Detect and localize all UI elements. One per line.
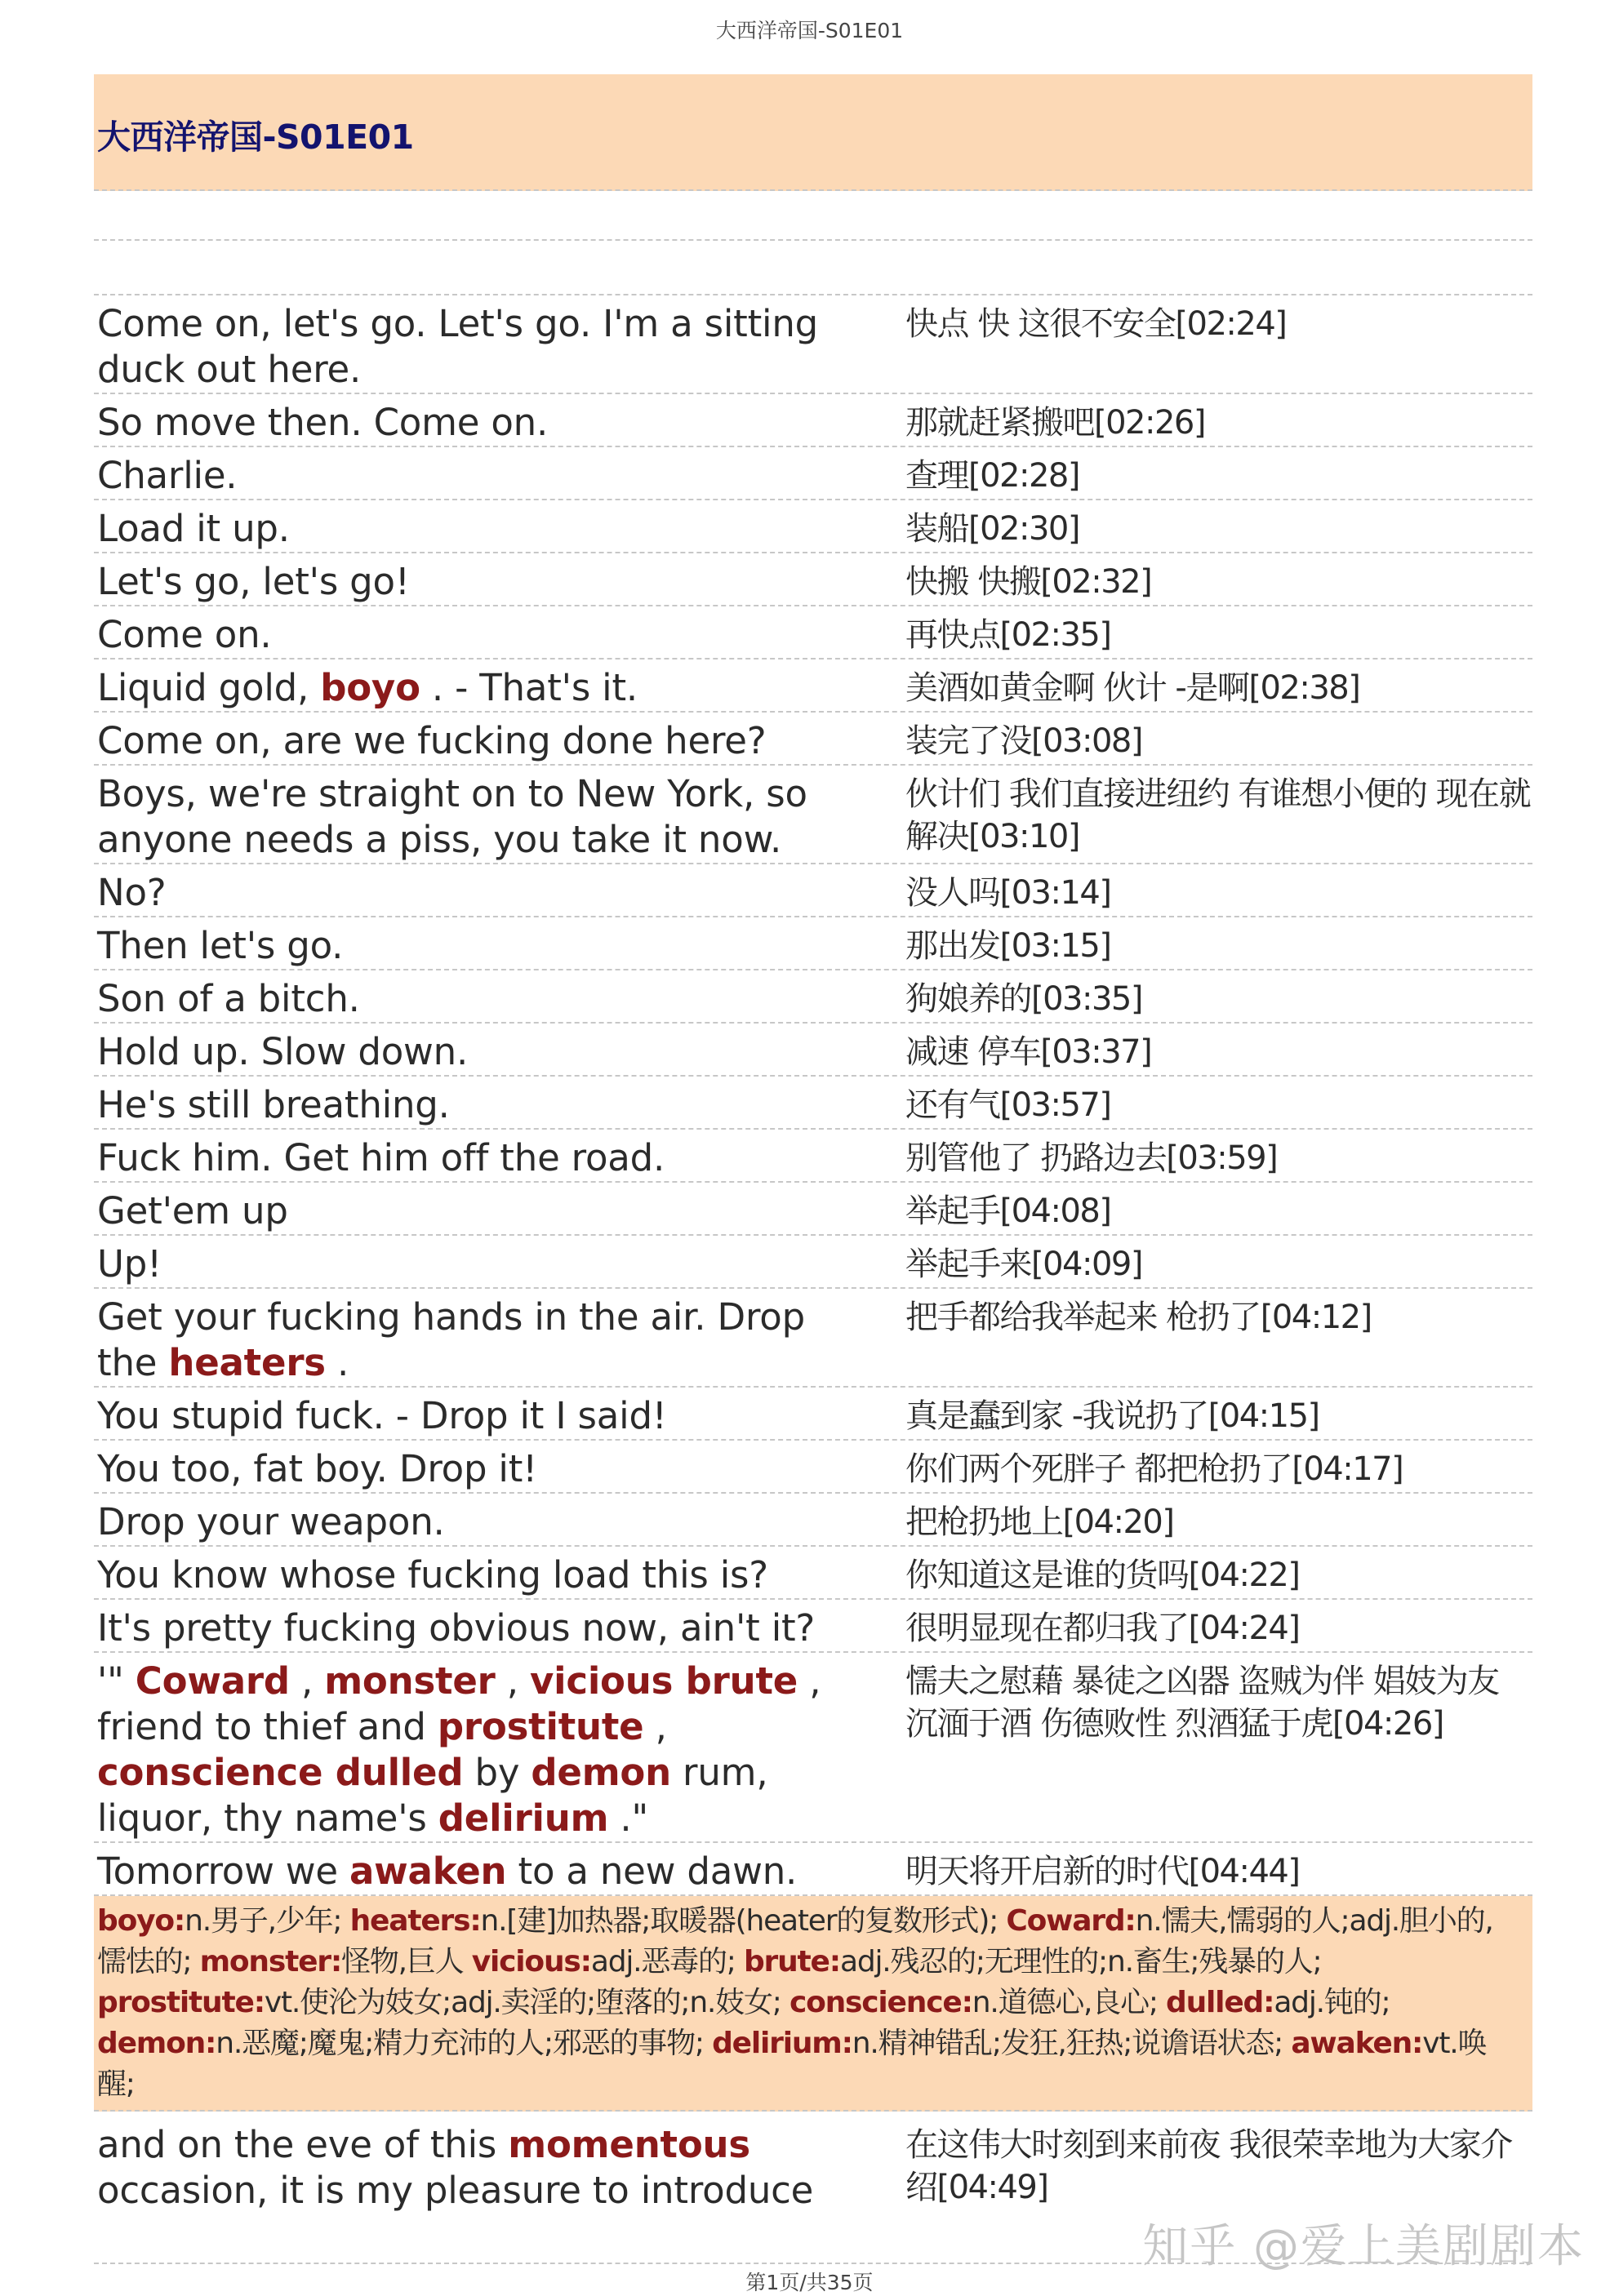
subtitle-row: [94, 1236, 1532, 1289]
watermark: 知乎 @爱上美剧剧本: [1142, 2220, 1585, 2273]
subtitle-row: [94, 1289, 1532, 1388]
english-line: Boys, we're straight on to New York, so anyone needs a piss, you take it now.: [97, 772, 807, 861]
subtitle-row: [94, 766, 1532, 864]
keyword: awaken: [349, 1850, 507, 1893]
english-line: Fuck him. Get him off the road.: [97, 1136, 665, 1179]
vocabulary-glossary: boyo:n.男子,少年; heaters:n.[建]加热器;取暖器(heater的复数形式); Coward:n.懦夫,懦弱的人;adj.胆小的,懦怯的; monster:怪物,巨人 vicious:adj.恶毒的; brute:adj.残忍的;无理性的;n.畜生;残暴的人; prostitute:vt.使沦为妓女;adj.卖淫的;堕落的;n.妓女; conscience:n.道德心,良心; dulled:adj.钝的; demon:n.恶魔;魔鬼;精力充沛的人;邪恶的事物; delirium:n.精神错乱;发狂,狂热;说谵语状态; awaken:vt.唤醒;: [94, 1896, 1532, 2112]
subtitle-row: [94, 1130, 1532, 1183]
chinese-translation: 装船[02:30]: [905, 510, 1079, 548]
english-line: Drop your weapon.: [97, 1500, 445, 1543]
keyword: delirium: [438, 1796, 609, 1840]
subtitle-row: [94, 1183, 1532, 1236]
subtitle-row: [94, 713, 1532, 766]
chinese-translation: 快点 快 这很不安全[02:24]: [905, 305, 1287, 343]
subtitle-row: [94, 606, 1532, 659]
subtitle-row: [94, 1077, 1532, 1130]
running-header: 大西洋帝国-S01E01: [715, 19, 904, 42]
english-line: You know whose fucking load this is?: [97, 1553, 768, 1597]
english-line: Get'em up: [97, 1189, 288, 1232]
subtitle-row: [94, 295, 1532, 394]
vocab-word: dulled:: [1166, 1986, 1274, 2019]
english-line: Liquid gold, boyo . - That's it.: [97, 666, 638, 709]
subtitle-row: [94, 447, 1532, 500]
subtitle-row: [94, 1024, 1532, 1077]
english-line: You stupid fuck. - Drop it I said!: [97, 1394, 667, 1437]
chinese-translation: 没人吗[03:14]: [905, 874, 1111, 912]
keyword: momentous: [508, 2123, 750, 2166]
subtitle-row: [94, 864, 1532, 917]
chinese-translation: 再快点[02:35]: [905, 616, 1111, 654]
chinese-translation: 在这伟大时刻到来前夜 我很荣幸地为大家介绍[04:49]: [905, 2126, 1512, 2206]
vocab-word: prostitute:: [97, 1986, 265, 2019]
vocab-word: heaters:: [349, 1904, 481, 1938]
title-band: [94, 74, 1532, 191]
vocab-word: monster:: [199, 1945, 342, 1978]
vocab-word: boyo:: [97, 1904, 185, 1938]
chinese-translation: 伙计们 我们直接进纽约 有谁想小便的 现在就解决[03:10]: [905, 775, 1531, 855]
chinese-translation: 你知道这是谁的货吗[04:22]: [905, 1557, 1300, 1594]
vocab-word: delirium:: [712, 2027, 852, 2060]
keyword: prostitute: [437, 1705, 644, 1748]
subtitle-row: [94, 970, 1532, 1024]
english-line: It's pretty fucking obvious now, ain't it?: [97, 1606, 816, 1650]
chinese-translation: 你们两个死胖子 都把枪扔了[04:17]: [905, 1450, 1403, 1488]
document-title: 大西洋帝国-S01E01: [97, 118, 414, 157]
chinese-translation: 狗娘养的[03:35]: [905, 980, 1142, 1018]
chinese-translation: 举起手来[04:09]: [905, 1246, 1142, 1283]
english-line: Up!: [97, 1242, 162, 1286]
chinese-translation: 还有气[03:57]: [905, 1086, 1111, 1124]
english-line: Come on.: [97, 613, 272, 656]
subtitle-row: [94, 394, 1532, 447]
english-line: Hold up. Slow down.: [97, 1030, 469, 1073]
vocab-word: Coward:: [1006, 1904, 1136, 1938]
english-line: Charlie.: [97, 454, 238, 497]
subtitle-row: [94, 1388, 1532, 1441]
divider: [94, 239, 1532, 241]
english-line: and on the eve of this momentous occasion, it is my pleasure to introduce: [97, 2123, 814, 2212]
english-line: Come on, let's go. Let's go. I'm a sitting duck out here.: [97, 302, 819, 391]
keyword: monster: [324, 1659, 496, 1703]
chinese-translation: 快搬 快搬[02:32]: [905, 563, 1152, 601]
chinese-translation: 美酒如黄金啊 伙计 -是啊[02:38]: [905, 669, 1360, 707]
subtitle-row: [94, 1600, 1532, 1653]
chinese-translation: 把枪扔地上[04:20]: [905, 1503, 1174, 1541]
footer-divider: [94, 2263, 1532, 2264]
vocab-word: demon:: [97, 2027, 216, 2060]
subtitle-row: [94, 1441, 1532, 1494]
english-line: Load it up.: [97, 507, 290, 550]
subtitle-row: [94, 2112, 1532, 2214]
subtitle-row: [94, 1494, 1532, 1547]
english-line: Let's go, let's go!: [97, 560, 410, 603]
keyword: boyo: [320, 666, 420, 709]
chinese-translation: 那出发[03:15]: [905, 927, 1111, 965]
keyword: Coward: [135, 1659, 290, 1703]
chinese-translation: 那就赶紧搬吧[02:26]: [905, 404, 1205, 442]
chinese-translation: 懦夫之慰藉 暴徒之凶器 盗贼为伴 娼妓为友 沉湎于酒 伤德败性 烈酒猛于虎[04:26]: [905, 1663, 1499, 1743]
chinese-translation: 别管他了 扔路边去[03:59]: [905, 1139, 1278, 1177]
subtitle-row: [94, 917, 1532, 970]
chinese-translation: 装完了没[03:08]: [905, 722, 1142, 760]
english-line: '" Coward , monster , vicious brute , friend to thief and prostitute , conscience dulled by demon rum, liquor, thy name's delirium .": [97, 1659, 821, 1840]
chinese-translation: 举起手[04:08]: [905, 1192, 1111, 1230]
page-footer: 第1页/共35页: [745, 2271, 874, 2294]
english-line: Tomorrow we awaken to a new dawn.: [97, 1850, 798, 1893]
chinese-translation: 把手都给我举起来 枪扔了[04:12]: [905, 1299, 1372, 1336]
chinese-translation: 明天将开启新的时代[04:44]: [905, 1853, 1300, 1890]
subtitle-table: [94, 295, 1532, 2214]
keyword: conscience dulled: [97, 1751, 464, 1794]
english-line: Get your fucking hands in the air. Drop the heaters .: [97, 1295, 805, 1384]
vocab-word: awaken:: [1291, 2027, 1423, 2060]
chinese-translation: 查理[02:28]: [905, 457, 1079, 495]
subtitle-row: [94, 1653, 1532, 1843]
english-line: He's still breathing.: [97, 1083, 450, 1126]
english-line: Then let's go.: [97, 924, 344, 967]
english-line: Come on, are we fucking done here?: [97, 719, 767, 762]
keyword: vicious brute: [529, 1659, 798, 1703]
keyword: demon: [531, 1751, 671, 1794]
keyword: heaters: [168, 1341, 326, 1384]
vocab-word: conscience:: [789, 1986, 972, 2019]
vocab-word: brute:: [743, 1945, 840, 1978]
vocab-word: vicious:: [471, 1945, 591, 1978]
chinese-translation: 真是蠢到家 -我说扔了[04:15]: [905, 1397, 1319, 1435]
english-line: So move then. Come on.: [97, 401, 549, 444]
english-line: Son of a bitch.: [97, 977, 360, 1020]
subtitle-row: [94, 659, 1532, 713]
subtitle-row: [94, 553, 1532, 606]
chinese-translation: 很明显现在都归我了[04:24]: [905, 1610, 1300, 1647]
subtitle-row: [94, 1547, 1532, 1600]
subtitle-row: [94, 500, 1532, 553]
english-line: No?: [97, 871, 167, 914]
subtitle-row: [94, 1843, 1532, 1896]
chinese-translation: 减速 停车[03:37]: [905, 1033, 1152, 1071]
english-line: You too, fat boy. Drop it!: [97, 1447, 538, 1490]
